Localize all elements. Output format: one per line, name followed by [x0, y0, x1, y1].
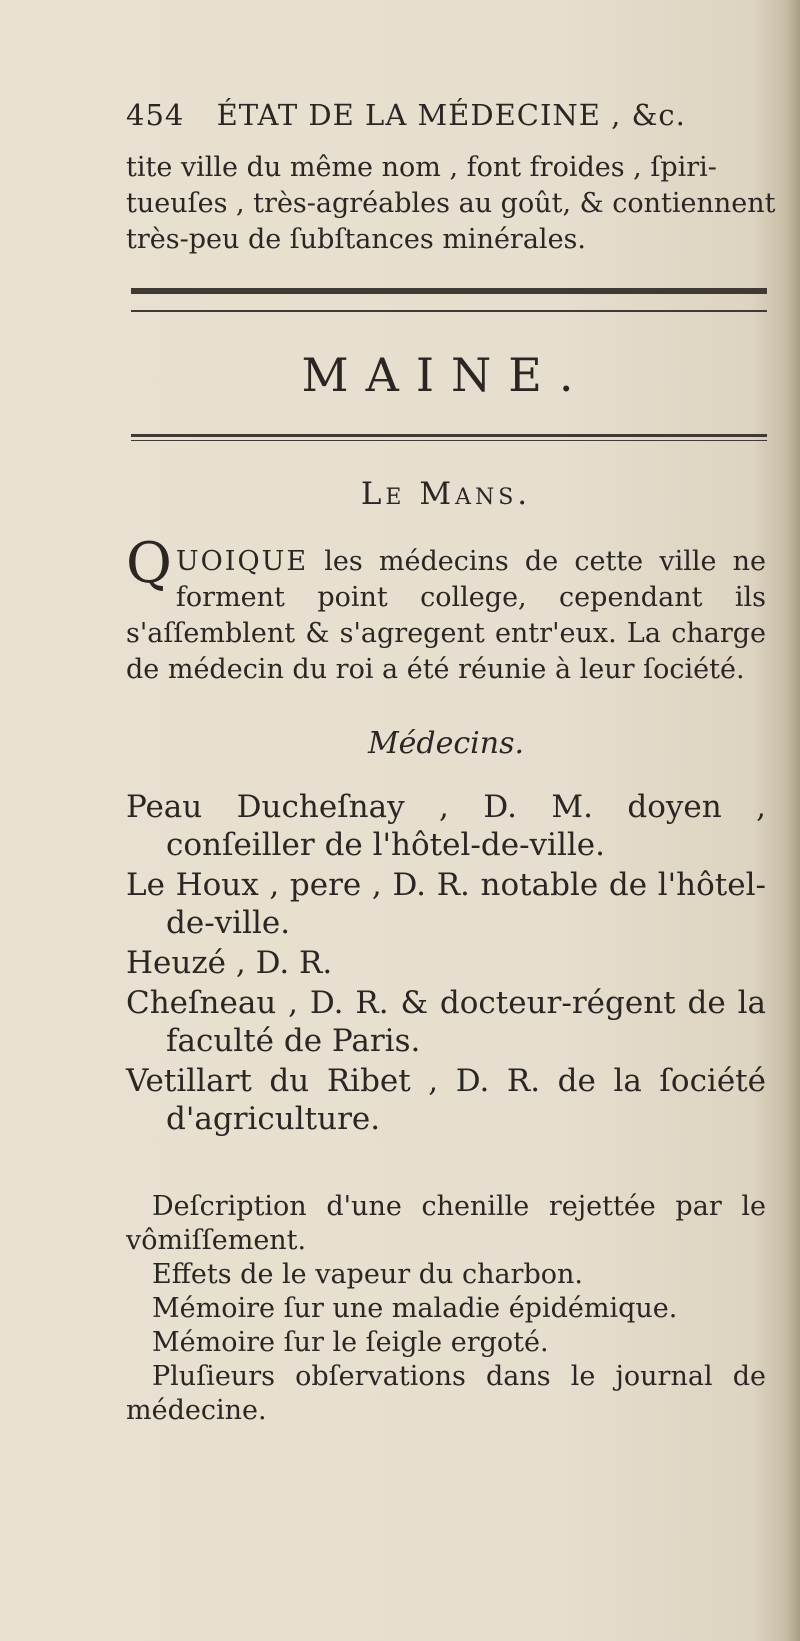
work-entry: Mémoire ſur une maladie épidémique. [152, 1293, 678, 1324]
physician-entry: Heuzé , D. R. [126, 945, 333, 981]
intro-paragraph [126, 150, 776, 258]
city-title: Le Mans. [360, 476, 532, 512]
physician-entry: Peau Ducheſnay , D. M. doyen , conſeiller de l'hôtel-de-ville. [126, 789, 766, 863]
work-entry: Pluſieurs obſervations dans le journal de médecine. [126, 1361, 766, 1426]
running-head [126, 98, 766, 132]
city-intro-paragraph [126, 531, 766, 688]
work-entry: Effets de le vapeur du charbon. [152, 1259, 583, 1290]
ornamental-rule [131, 288, 767, 312]
physician-entry: Vetillart du Ribet , D. R. de la ſociété d'agriculture. [126, 1063, 766, 1137]
page-number: 454 [126, 98, 185, 132]
lead-word: UOIQUE [175, 546, 309, 577]
section-title: MAINE. [301, 348, 591, 402]
page-gutter-shadow [786, 0, 800, 1641]
section-divider-rule [131, 434, 767, 441]
physician-entry: Le Houx , pere , D. R. notable de l'hôtel-de-ville. [126, 867, 766, 941]
physician-entry: Cheſneau , D. R. & docteur-régent de la faculté de Paris. [126, 985, 766, 1059]
intro-line: tite ville du même nom , font froides , ſpiri- [126, 152, 717, 183]
physicians-list [126, 788, 766, 1140]
works-list [126, 1190, 766, 1428]
running-head-title: ÉTAT DE LA MÉDECINE , &c. [216, 98, 686, 132]
intro-line: tueuſes , très-agréables au goût, & contiennent [126, 188, 776, 219]
drop-cap: Q [126, 531, 172, 596]
work-entry: Deſcription d'une chenille rejettée par le vômiſſement. [126, 1191, 766, 1256]
city-intro-text: les médecins de cette ville ne forment point college, cependant ils s'aſſemblent & s'agregent entr'eux. La charge de médecin du roi a été réunie à leur ſociété. [126, 546, 766, 685]
intro-line: très-peu de ſubſtances minérales. [126, 224, 586, 255]
work-entry: Mémoire ſur le ſeigle ergoté. [152, 1327, 549, 1358]
physicians-heading: Médecins. [367, 726, 525, 761]
